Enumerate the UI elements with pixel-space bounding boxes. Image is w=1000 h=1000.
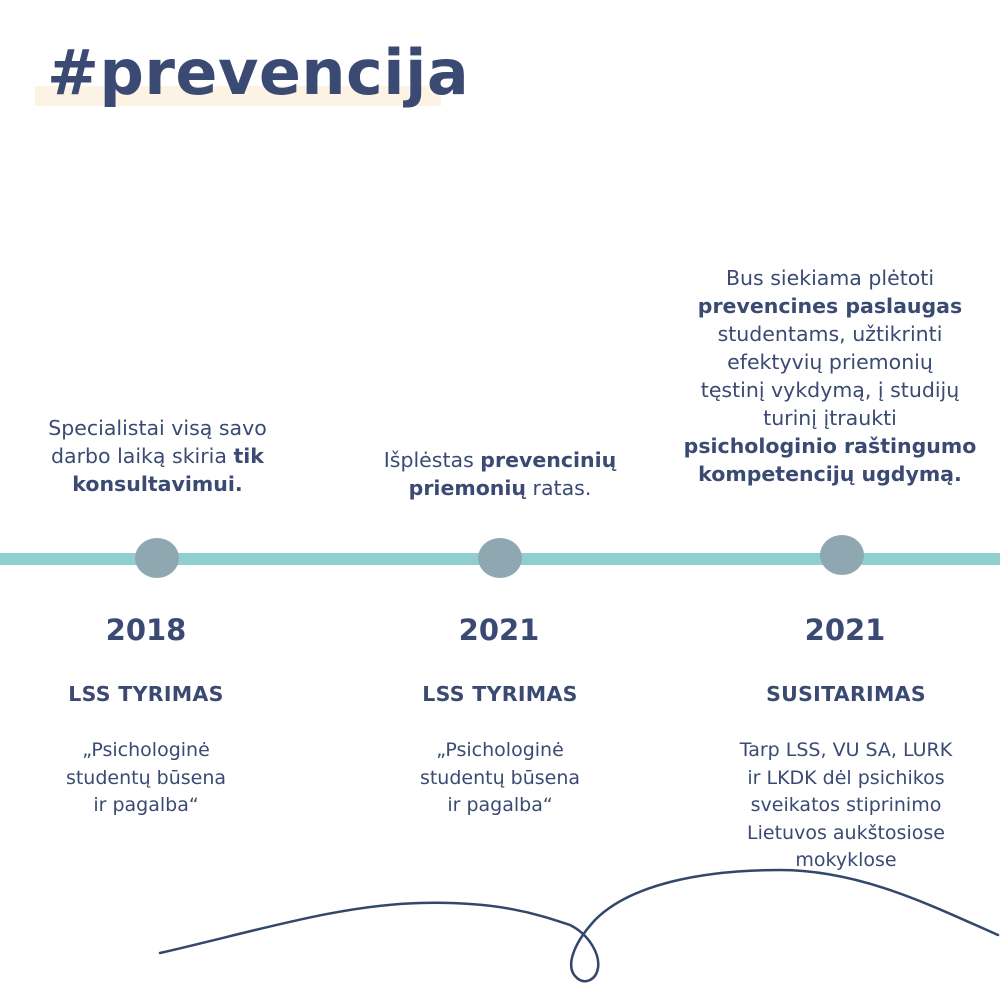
- milestone-3-line: tęstinį vykdymą, į studijų: [700, 378, 960, 402]
- milestone-1-kind: LSS TYRIMAS: [68, 682, 224, 706]
- milestone-2-desc-line: studentų būsena: [419, 766, 581, 789]
- milestone-1-line: Specialistai visą savo: [48, 416, 267, 440]
- page-title: #prevencija: [47, 36, 470, 109]
- milestone-3-desc-line: ir LKDK dėl psichikos: [747, 766, 945, 789]
- milestone-1-desc-line: ir pagalba“: [93, 794, 199, 816]
- milestone-3-year: 2021: [804, 613, 886, 647]
- milestone-3-line: efektyvių priemonių: [727, 350, 933, 374]
- milestone-3-desc-line: sveikatos stiprinimo: [750, 794, 942, 816]
- milestone-3-line: Bus siekiama plėtoti: [725, 266, 935, 290]
- milestone-1-desc-line: „Psichologinė: [82, 739, 210, 761]
- milestone-2-desc-line: ir pagalba“: [447, 794, 553, 816]
- milestone-3-desc-line: Tarp LSS, VU SA, LURK: [739, 739, 953, 761]
- milestone-2-kind: LSS TYRIMAS: [422, 682, 578, 706]
- milestone-3-desc-line: Lietuvos aukštosiose: [747, 821, 945, 844]
- milestone-3-line: kompetencijų ugdymą.: [698, 462, 962, 486]
- milestone-2-year: 2021: [458, 613, 540, 647]
- milestone-3-line: turinį įtraukti: [763, 406, 897, 430]
- milestone-2-line: Išplėstas prevencinių: [383, 448, 617, 472]
- milestone-3-line: prevencines paslaugas: [697, 294, 963, 318]
- milestone-2-line: priemonių ratas.: [408, 476, 592, 500]
- milestone-3-line: psichologinio raštingumo: [683, 434, 977, 458]
- milestone-1-desc-line: studentų būsena: [65, 766, 227, 789]
- milestone-3-kind: SUSITARIMAS: [766, 682, 926, 706]
- milestone-1-line: darbo laiką skiria tik: [51, 444, 264, 468]
- milestone-2-desc-line: „Psichologinė: [436, 739, 564, 761]
- milestone-3-line: studentams, užtikrinti: [717, 322, 943, 346]
- milestone-3-desc-line: mokyklose: [795, 849, 897, 871]
- milestone-1-year: 2018: [105, 613, 187, 647]
- milestone-1-line: konsultavimui.: [72, 472, 243, 496]
